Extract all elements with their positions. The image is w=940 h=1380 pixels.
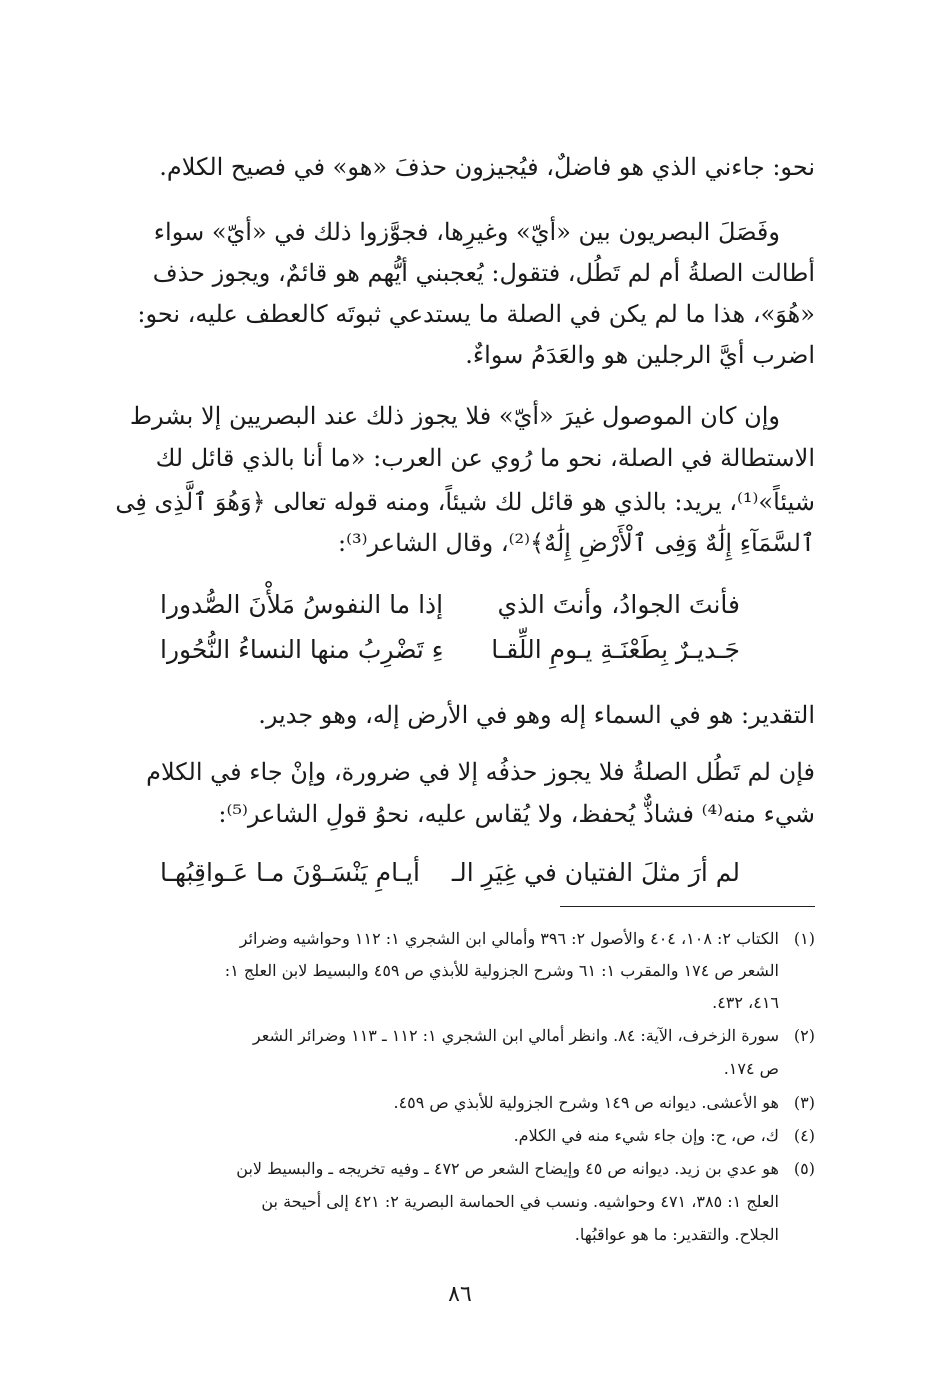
body-line: فإن لم تَطُل الصلةُ فلا يجوز حذفُه إلا في ضرورة، وإنْ جاء في الكلام (146, 758, 815, 786)
footnote-line: ٤١٦، ٤٣٢. (712, 993, 779, 1012)
footnote-number: (٢) (793, 1026, 815, 1045)
verse-first-hemistich: لم أرَ مثلَ الفتيان في غِيَرِ الـ (451, 858, 740, 887)
footnote-line: ص ١٧٤. (723, 1059, 779, 1078)
body-line: شيء منه⁽⁴⁾ فشاذٌّ يُحفظ، ولا يُقاس عليه، نحوُ قولِ الشاعر⁽⁵⁾: (218, 800, 815, 828)
verse-second-hemistich: أيـامِ يَنْسَـوْنَ مـا عَـواقِبُهـا (160, 858, 420, 887)
body-line: ٱلسَّمَآءِ إِلَٰهٌ وَفِى ٱلْأَرْضِ إِلَٰهٌ﴾⁽²⁾، وقال الشاعر⁽³⁾: (338, 529, 815, 557)
verse-second-hemistich: ءِ تَضْرِبُ منها النساءُ النُّحُورا (160, 635, 444, 664)
body-line: التقدير: هو في السماء إله وهو في الأرض إله، وهو جدير. (258, 701, 815, 729)
footnote-number: (٣) (793, 1093, 815, 1112)
body-line: نحو: جاءني الذي هو فاضلٌ، فيُجيزون حذفَ «هو» في فصيح الكلام. (159, 153, 815, 181)
footnote-line (240, 928, 815, 950)
footnote-number: (٥) (793, 1159, 815, 1178)
footnote-line (393, 1092, 815, 1114)
footnote-number: (١) (793, 929, 815, 948)
footnote-text: الكتاب ٢: ١٠٨، ٤٠٤ والأصول ٢: ٣٩٦ وأمالي ابن الشجري ١: ١١٢ وحواشيه وضرائر (239, 929, 779, 948)
verse-first-hemistich: فأنتَ الجوادُ، وأنتَ الذي (497, 590, 740, 619)
footnote-line (514, 1125, 815, 1147)
verse-first-hemistich: جَـديـرٌ بِطَعْنَـةِ يـومِ اللِّقـا (491, 635, 740, 664)
footnote-line: الشعر ص ١٧٤ والمقرب ١: ٦١ وشرح الجزولية للأبذي ص ٤٥٩ والبسيط لابن العلج ١: (224, 961, 779, 980)
body-line: الاستطالة في الصلة، نحو ما رُوي عن العرب: «ما أنا بالذي قائل لك (155, 444, 815, 472)
footnote-line: العلج ١: ٣٨٥، ٤٧١ وحواشيه. ونسب في الحماسة البصرية ٢: ٤٢١ إلى أحيحة بن (261, 1192, 779, 1211)
body-line: «هُوَ»، هذا ما لم يكن في الصلة ما يستدعي ثبوتَه كالعطف عليه، نحو: (137, 300, 815, 328)
body-line: اضرب أيَّ الرجلين هو والعَدَمُ سواءٌ. (465, 341, 815, 369)
footnote-text: ك، ص، ح: وإن جاء شيء منه في الكلام. (513, 1126, 779, 1145)
verse-second-hemistich: إذا ما النفوسُ مَلأْنَ الصُّدورا (160, 590, 444, 619)
body-line: وفَصَلَ البصريون بين «أيّ» وغيرِها، فجوَّزوا ذلك في «أيّ» سواء (153, 218, 780, 246)
footnote-text: سورة الزخرف، الآية: ٨٤. وانظر أمالي ابن الشجري ١: ١١٢ ـ ١١٣ وضرائر الشعر (252, 1026, 779, 1045)
body-line: وإن كان الموصول غيرَ «أيّ» فلا يجوز ذلك عند البصريين إلا بشرط (129, 402, 780, 430)
body-line: شيئاً»⁽¹⁾، يريد: بالذي هو قائل لك شيئاً، ومنه قوله تعالى ﴿وَهُوَ ٱلَّذِى فِى (115, 488, 815, 516)
footnote-text: هو الأعشى. ديوانه ص ١٤٩ وشرح الجزولية للأبذي ص ٤٥٩. (393, 1093, 779, 1112)
footnote-number: (٤) (793, 1126, 815, 1145)
footnote-separator (560, 906, 815, 907)
footnote-line: الجلاح. والتقدير: ما هو عواقبُها. (574, 1225, 779, 1244)
body-line: أطالت الصلةُ أم لم تَطُل، فتقول: يُعجبني أيُّهم هو قائمٌ، ويجوز حذف (152, 259, 815, 287)
footnote-line (236, 1158, 815, 1180)
footnote-line (253, 1025, 815, 1047)
book-page (100, 0, 815, 1380)
page-number: ٨٦ (448, 1282, 472, 1307)
footnote-text: هو عدي بن زيد. ديوانه ص ٤٥ وإيضاح الشعر ص ٤٧٢ ـ وفيه تخريجه ـ والبسيط لابن (236, 1159, 779, 1178)
